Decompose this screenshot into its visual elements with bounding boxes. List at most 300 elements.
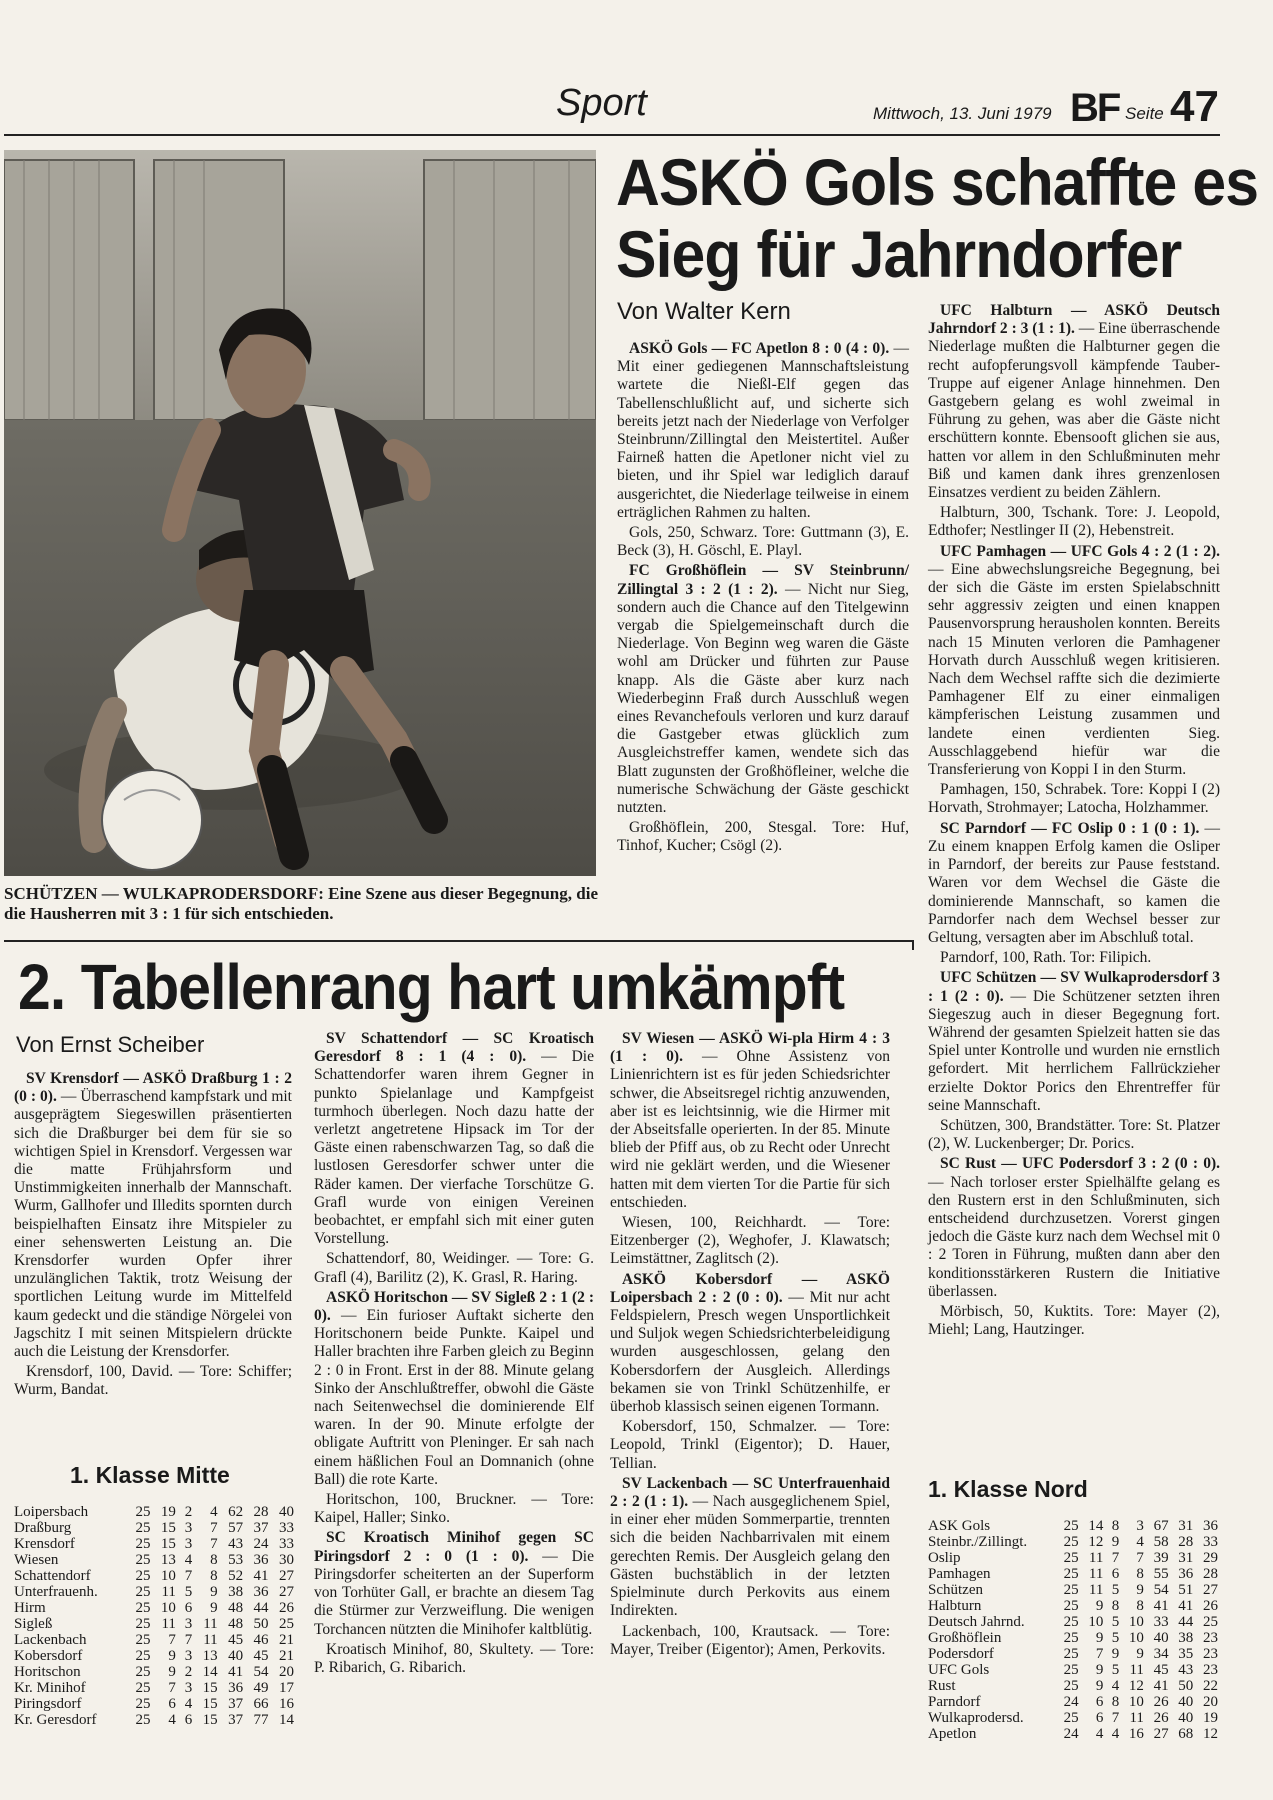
- table-row: [14, 1616, 294, 1632]
- stat-value: 57: [228, 1520, 244, 1536]
- stat-value: 11: [1129, 1662, 1144, 1678]
- team-name: Kobersdorf: [14, 1648, 83, 1664]
- stat-value: 9: [1095, 1678, 1104, 1694]
- table-row: [928, 1614, 1218, 1630]
- table-nord-title: 1. Klasse Nord: [928, 1476, 1088, 1502]
- paragraph-text: — Zu einem knappen Erfolg kamen die Osliper in Parndorf, der bereits zur Pause feststand. Waren vor dem Wechsel die Gäste die dominierende Mannschaft, so kamen die Parndorfer nach dem Wechsel besser zur Geltung, versagten aber im Abschluß total.: [928, 819, 1220, 946]
- stat-value: 33: [1203, 1534, 1218, 1550]
- stat-value: 53: [228, 1552, 244, 1568]
- stat-value: 15: [202, 1712, 218, 1728]
- stat-value: 25: [135, 1680, 151, 1696]
- stat-value: 36: [1203, 1518, 1218, 1534]
- paragraph-text: Wiesen, 100, Reichhardt. — Tore: Eitzenberger (2), Weghofer, J. Klawatsch; Leimstättner, Zaglitsch (2).: [610, 1214, 890, 1268]
- table-mitte-title: 1. Klasse Mitte: [70, 1462, 230, 1488]
- stat-value: 33: [279, 1520, 294, 1536]
- match-result-lead: UFC Pamhagen — UFC Gols 4 : 2 (1 : 2).: [940, 542, 1220, 560]
- article-paragraph: [314, 1250, 594, 1286]
- stat-value: 40: [1153, 1630, 1169, 1646]
- story2-column-3: [610, 1030, 890, 1661]
- stat-value: 51: [1178, 1582, 1194, 1598]
- stat-value: 12: [1203, 1726, 1218, 1742]
- match-result-lead: SV Lackenbach — SC Unterfrauenhaid 2 : 2 (1 : 1).: [610, 1474, 890, 1511]
- article-paragraph: [314, 1030, 594, 1248]
- stat-value: 5: [1111, 1662, 1120, 1678]
- stat-value: 27: [1203, 1582, 1218, 1598]
- stat-value: 9: [1095, 1598, 1104, 1614]
- table-row: [14, 1568, 294, 1584]
- article-paragraph: [928, 1117, 1220, 1153]
- story2-headline: 2. Tabellenrang hart umkämpft: [18, 951, 845, 1023]
- standings-table-mitte: [14, 1504, 294, 1728]
- stat-value: 26: [1203, 1598, 1218, 1614]
- article-paragraph: [928, 504, 1220, 540]
- stat-value: 58: [1153, 1534, 1169, 1550]
- stat-value: 33: [1153, 1614, 1169, 1630]
- stat-value: 9: [1095, 1630, 1104, 1646]
- article-paragraph: [314, 1289, 594, 1489]
- table-row: [14, 1648, 294, 1664]
- stat-value: 36: [1178, 1566, 1194, 1582]
- paragraph-text: — Mit einer gediegenen Mannschaftsleistung wartete die Nießl-Elf gegen das Tabellenschlußlicht auf, und sicherte sich bereits jetzt nach der Niederlage von Verfolger Steinbrunn/Zillingtal den Meistertitel. Außer Fairneß hatten die Apetloner nicht viel zu bieten, und ihr Spiel war lediglich darauf ausgerichtet, die Niederlage teilweise in einem erträglichen Rahmen zu halten.: [617, 340, 909, 521]
- stat-value: 11: [203, 1632, 218, 1648]
- stat-value: 4: [210, 1504, 218, 1520]
- stat-value: 9: [210, 1600, 218, 1616]
- stat-value: 48: [228, 1616, 244, 1632]
- article-paragraph: [314, 1529, 594, 1638]
- newspaper-logo: BF: [1070, 86, 1120, 130]
- stat-value: 25: [1063, 1630, 1079, 1646]
- stat-value: 44: [253, 1600, 269, 1616]
- stat-value: 25: [135, 1536, 151, 1552]
- team-name: Pamhagen: [928, 1566, 991, 1582]
- stat-value: 9: [168, 1664, 176, 1680]
- stat-value: 33: [279, 1536, 294, 1552]
- match-result-lead: SC Rust — UFC Podersdorf 3 : 2 (0 : 0).: [940, 1155, 1220, 1173]
- stat-value: 25: [1063, 1646, 1079, 1662]
- stat-value: 11: [1088, 1582, 1104, 1598]
- team-name: Piringsdorf: [14, 1696, 82, 1712]
- stat-value: 21: [279, 1648, 294, 1664]
- paragraph-text: — Die Piringsdorfer scheiterten an der Superform von Torhüter Gall, er brachte an diesem Tag die Stürmer zur Verzweiflung. Die wenigen Torchancen nützten die Minihofer kaltblütig.: [314, 1547, 594, 1638]
- table-row: [928, 1582, 1218, 1598]
- story1-byline: Von Walter Kern: [617, 298, 791, 325]
- stat-value: 6: [1095, 1710, 1104, 1726]
- match-result-lead: FC Großhöflein — SV Steinbrunn/ Zillingtal 3 : 2 (1 : 2).: [617, 562, 909, 598]
- stat-value: 4: [168, 1712, 176, 1728]
- article-paragraph: [610, 1623, 890, 1659]
- stat-value: 25: [1063, 1582, 1079, 1598]
- stat-value: 9: [1111, 1646, 1120, 1662]
- stat-value: 19: [1203, 1710, 1218, 1726]
- story1-headline-line2: Sieg für Jahrndorfer: [616, 217, 1182, 291]
- stat-value: 36: [228, 1680, 244, 1696]
- stat-value: 28: [253, 1504, 269, 1520]
- stat-value: 37: [253, 1520, 269, 1536]
- stat-value: 22: [1203, 1678, 1218, 1694]
- paragraph-text: — Nicht nur Sieg, sondern auch die Chance auf den Titelgewinn vergab die Spielgemeinschaft durch die Niederlage. Von Beginn weg waren die Gäste wohl am Drücker und führten zur Pause knapp. Als die Gäste aber kurz nach Wiederbeginn Fraß durch Ausschluß wegen eines Revanchefouls verloren und kurz darauf die Gastgeber etwas glücklich zum Ausgleichstreffer kamen, wendete sich das Blatt zugunsten der Großhöfleiner, welche die numerische Schwächung der Gäste geschickt nutzten.: [617, 580, 909, 817]
- paragraph-text: Krensdorf, 100, David. — Tore: Schiffer; Wurm, Bandat.: [14, 1363, 292, 1399]
- stat-value: 11: [161, 1616, 176, 1632]
- stat-value: 26: [1153, 1710, 1169, 1726]
- paragraph-text: Schattendorf, 80, Weidinger. — Tore: G. Grafl (4), Barilitz (2), K. Grasl, R. Haring.: [314, 1250, 594, 1286]
- stat-value: 3: [184, 1648, 193, 1664]
- stat-value: 26: [279, 1600, 294, 1616]
- table-row: [928, 1678, 1218, 1694]
- stat-value: 2: [184, 1664, 193, 1680]
- team-name: Schützen: [928, 1582, 983, 1598]
- stat-value: 7: [168, 1680, 176, 1696]
- stat-value: 55: [1153, 1566, 1169, 1582]
- stat-value: 25: [135, 1664, 151, 1680]
- page-number: 47: [1170, 82, 1219, 131]
- article-paragraph: [14, 1070, 292, 1361]
- stat-value: 20: [1203, 1694, 1218, 1710]
- stat-value: 8: [1111, 1518, 1120, 1534]
- team-name: Kr. Minihof: [14, 1680, 86, 1696]
- paragraph-text: Kobersdorf, 150, Schmalzer. — Tore: Leopold, Trinkl (Eigentor); D. Hauer, Tellian.: [610, 1418, 890, 1472]
- paragraph-text: — Ein furioser Auftakt sicherte den Horitschonern beide Punkte. Kaipel und Haller brachten ihre Farben gleich zu Beginn 2 : 0 in Front. Erst in der 88. Minute gelang Sinko der Anschlußtreffer, obwohl die Gäste nach Seitenwechsel die dominierende Elf waren. In der 90. Minute erfolgte der obligate Auftritt von Pleninger. Er sah nach einem häßlichen Foul an Domnanich (ohne Ball) die rote Karte.: [314, 1307, 595, 1488]
- stat-value: 50: [253, 1616, 269, 1632]
- paragraph-text: Lackenbach, 100, Krautsack. — Tore: Mayer, Treiber (Eigentor); Amen, Perkovits.: [610, 1622, 890, 1658]
- stat-value: 16: [1128, 1726, 1144, 1742]
- stat-value: 41: [1178, 1598, 1194, 1614]
- team-name: Wulkaprodersd.: [928, 1710, 1024, 1726]
- stat-value: 8: [1111, 1694, 1120, 1710]
- stat-value: 25: [279, 1616, 294, 1632]
- stat-value: 7: [168, 1632, 176, 1648]
- team-name: Steinbr./Zillingt.: [928, 1534, 1028, 1550]
- stat-value: 15: [160, 1520, 176, 1536]
- stat-value: 8: [1136, 1598, 1144, 1614]
- stat-value: 23: [1203, 1646, 1218, 1662]
- stat-value: 36: [253, 1552, 269, 1568]
- stat-value: 43: [1178, 1662, 1194, 1678]
- article-paragraph: [14, 1363, 292, 1399]
- football-scene-image: [4, 150, 596, 876]
- stat-value: 20: [279, 1664, 294, 1680]
- stat-value: 3: [184, 1680, 193, 1696]
- stat-value: 34: [1153, 1646, 1169, 1662]
- stat-value: 37: [228, 1696, 244, 1712]
- stat-value: 5: [1111, 1582, 1120, 1598]
- stat-value: 4: [184, 1552, 193, 1568]
- stat-value: 54: [1153, 1582, 1169, 1598]
- table-row: [14, 1536, 294, 1552]
- stat-value: 25: [135, 1616, 151, 1632]
- stat-value: 11: [1088, 1566, 1104, 1582]
- story1-headline-line1: ASKÖ Gols schaffte es: [616, 145, 1259, 219]
- stat-value: 15: [202, 1696, 218, 1712]
- stat-value: 54: [253, 1664, 269, 1680]
- stat-value: 7: [210, 1520, 218, 1536]
- paragraph-text: Gols, 250, Schwarz. Tore: Guttmann (3), E. Beck (3), H. Göschl, E. Playl.: [617, 524, 909, 560]
- paragraph-text: — Eine überraschende Niederlage mußten die Halbturner gegen die recht aufopferungsvoll kämpfende Tauber-Truppe auf eigener Anlage hinnehmen. Den Gastgebern gelang es wohl zweimal in Führung zu gehen, was aber die Gäste nicht erschüttern konnte. Ebensooft glichen sie aus, hatten vor allem in den Schlußminuten mehr Biß und kamen dank ihres grenzenlosen Einsatzes verdient zu beiden Zählern.: [928, 320, 1220, 502]
- paragraph-text: — Die Schützener setzten ihren Siegeszug auch in dieser Begegnung fort. Während der gesamten Spielzeit hatten sie das Spiel unter Kontrolle und wurden nie ernstlich gefordert. Mit herrlichem Fallrückzieher erzielte Doktor Porics den Ehrentreffer für seine Mannschaft.: [928, 987, 1220, 1114]
- stat-value: 4: [1111, 1678, 1120, 1694]
- paragraph-text: — Nach ausgeglichenem Spiel, in einer eher müden Sommerpartie, trennten sich die beiden Nachbarrivalen mit einem gerechten Remis. Der Ausgleich gelang den Gästen buchstäblich in der letzten Spielminute durch Perkovits aus einem Indirekten.: [610, 1493, 890, 1620]
- article-paragraph: [928, 969, 1220, 1115]
- paragraph-text: — Die Schattendorfer waren ihrem Gegner in punkto Spielanlage und Kampfgeist turmhoch überlegen. Noch dazu hatte der verletzt angetretene Hipsack im Tor der Gäste einen rabenschwarzen Tag, so daß die lustlosen Geresdorfer schwer unter die Räder kamen. Der vierfache Torschütze G. Grafl wurde von einigen Vereinen beobachtet, er empfahl sich mit einer guten Vorstellung.: [314, 1048, 594, 1248]
- stat-value: 5: [184, 1584, 193, 1600]
- stat-value: 2: [184, 1504, 193, 1520]
- team-name: Hirm: [14, 1600, 46, 1616]
- stat-value: 39: [1153, 1550, 1169, 1566]
- stat-value: 25: [135, 1632, 151, 1648]
- stat-value: 3: [184, 1536, 193, 1552]
- stat-value: 41: [1153, 1598, 1169, 1614]
- table-row: [14, 1696, 294, 1712]
- paragraph-text: Schützen, 300, Brandstätter. Tore: St. Platzer (2), W. Luckenberger; Dr. Porics.: [928, 1116, 1220, 1153]
- stat-value: 6: [168, 1696, 176, 1712]
- paragraph-text: Horitschon, 100, Bruckner. — Tore: Kaipel, Haller; Sinko.: [314, 1491, 594, 1527]
- team-name: ASK Gols: [928, 1518, 991, 1534]
- article-paragraph: [610, 1214, 890, 1269]
- stat-value: 6: [1095, 1694, 1104, 1710]
- stat-value: 3: [1136, 1518, 1144, 1534]
- article-paragraph: [928, 302, 1220, 502]
- stat-value: 23: [1203, 1662, 1218, 1678]
- table-row: [928, 1646, 1218, 1662]
- stat-value: 48: [228, 1600, 244, 1616]
- match-result-lead: ASKÖ Horitschon — SV Sigleß 2 : 1 (2 : 0).: [314, 1288, 594, 1325]
- story1-headline: [616, 145, 1259, 291]
- team-name: Großhöflein: [928, 1630, 1002, 1646]
- table-row: [928, 1518, 1218, 1534]
- article-paragraph: [314, 1491, 594, 1527]
- stat-value: 10: [1128, 1630, 1144, 1646]
- stat-value: 4: [1095, 1726, 1104, 1742]
- stat-value: 25: [1063, 1534, 1079, 1550]
- story2-rule-right: [912, 940, 914, 950]
- stat-value: 3: [184, 1616, 193, 1632]
- table-row: [928, 1694, 1218, 1710]
- stat-value: 25: [135, 1696, 151, 1712]
- stat-value: 35: [1178, 1646, 1194, 1662]
- stat-value: 45: [1153, 1662, 1169, 1678]
- stat-value: 17: [279, 1680, 294, 1696]
- team-name: Wiesen: [14, 1552, 59, 1568]
- stat-value: 30: [279, 1552, 294, 1568]
- team-name: Sigleß: [14, 1616, 53, 1632]
- table-row: [928, 1598, 1218, 1614]
- team-name: Kr. Geresdorf: [14, 1712, 97, 1728]
- stat-value: 24: [1063, 1694, 1079, 1710]
- table-row: [14, 1712, 294, 1728]
- stat-value: 50: [1178, 1678, 1194, 1694]
- stat-value: 25: [135, 1648, 151, 1664]
- table-row: [928, 1662, 1218, 1678]
- stat-value: 27: [279, 1584, 294, 1600]
- stat-value: 26: [1153, 1694, 1169, 1710]
- stat-value: 21: [279, 1632, 294, 1648]
- article-paragraph: [928, 781, 1220, 817]
- stat-value: 5: [1111, 1614, 1120, 1630]
- stat-value: 9: [1111, 1534, 1120, 1550]
- story2-byline: Von Ernst Scheiber: [16, 1032, 205, 1057]
- stat-value: 14: [202, 1664, 218, 1680]
- standings-table-nord: [928, 1518, 1218, 1742]
- stat-value: 45: [228, 1632, 244, 1648]
- article-paragraph: [928, 820, 1220, 947]
- stat-value: 16: [279, 1696, 294, 1712]
- stat-value: 25: [1063, 1550, 1079, 1566]
- paragraph-text: — Eine abwechslungsreiche Begegnung, bei der sich die Gäste im ersten Spielabschnitt sehr aggressiv zeigten und einen knappen Pausenvorsprung herausholen konnten. Bereits nach 15 Minuten verloren die Pamhagener Horvath durch Ausschluß wegen kritisieren. Nach dem Wechsel raffte sich die dezimierte Pamhagener Elf zu einer einmaligen kämpferischen Leistung zusammen und landete einen verdienten Sieg. Ausschlaggebend hiefür war die Transferierung von Koppi I in den Sturm.: [928, 560, 1220, 779]
- table-row: [14, 1520, 294, 1536]
- table-row: [928, 1550, 1218, 1566]
- team-name: Podersdorf: [928, 1646, 994, 1662]
- stat-value: 9: [1136, 1582, 1144, 1598]
- stat-value: 7: [1111, 1550, 1120, 1566]
- stat-value: 7: [210, 1536, 218, 1552]
- article-paragraph: [617, 562, 909, 817]
- stat-value: 15: [202, 1680, 218, 1696]
- stat-value: 12: [1088, 1534, 1104, 1550]
- stat-value: 38: [1178, 1630, 1194, 1646]
- stat-value: 8: [1136, 1566, 1144, 1582]
- stat-value: 9: [1095, 1662, 1104, 1678]
- stat-value: 25: [1203, 1614, 1218, 1630]
- article-paragraph: [617, 524, 909, 560]
- stat-value: 25: [1063, 1662, 1079, 1678]
- stat-value: 11: [161, 1584, 176, 1600]
- paragraph-text: — Ohne Assistenz von Linienrichtern ist es für jeden Schiedsrichter schwer, die Abseitsregel richtig anzuwenden, aber ist es leichtsinnig, wie die Hirmer mit der Abseitsfalle operierten. In der 85. Minute blieb der Pfiff aus, ob zu Recht oder Unrecht wird nie geklärt werden, und die Wiesener hatten mit dem vierten Tor die Partie für sich entschieden.: [610, 1048, 891, 1211]
- article-paragraph: [617, 819, 909, 855]
- paragraph-text: — Überraschend kampfstark und mit ausgeprägtem Siegeswillen präsentierten sich die Draßburger bei dem für sie so wichtigen Spiel in Krensdorf. Vergessen war die matte Frühjahrsform und Unstimmigkeiten innerhalb der Mannschaft. Wurm, Gallhofer und Illedits spornten durch beispielhaften Einsatz ihre Mitspieler zu einer sehenswerten Leistung an. Die Krensdorfer wurden Opfer ihrer unzulänglichen Taktik, trotz Weisung der sportlichen Leitung wurde im Mittelfeld kaum gedeckt und die ständige Nörgelei von Jagschitz I mit seinen Mitspielern drückte auch die Leistung der Krensdorfer.: [14, 1088, 292, 1361]
- stat-value: 10: [160, 1568, 176, 1584]
- stat-value: 25: [1063, 1598, 1079, 1614]
- stat-value: 41: [253, 1568, 269, 1584]
- paragraph-text: Kroatisch Minihof, 80, Skultety. — Tore: P. Ribarich, G. Ribarich.: [314, 1640, 594, 1676]
- stat-value: 24: [253, 1536, 269, 1552]
- stat-value: 7: [184, 1568, 193, 1584]
- stat-value: 44: [1178, 1614, 1194, 1630]
- stat-value: 10: [1088, 1614, 1104, 1630]
- match-result-lead: SC Parndorf — FC Oslip 0 : 1 (0 : 1).: [940, 819, 1205, 837]
- stat-value: 8: [210, 1568, 218, 1584]
- stat-value: 4: [184, 1696, 193, 1712]
- article-paragraph: [928, 1303, 1220, 1339]
- stat-value: 25: [135, 1600, 151, 1616]
- table-row: [14, 1664, 294, 1680]
- stat-value: 38: [228, 1584, 244, 1600]
- stat-value: 25: [1063, 1518, 1079, 1534]
- team-name: Draßburg: [14, 1520, 72, 1536]
- stat-value: 15: [160, 1536, 176, 1552]
- match-result-lead: SC Kroatisch Minihof gegen SC Piringsdorf 2 : 0 (1 : 0).: [314, 1529, 594, 1565]
- stat-value: 49: [253, 1680, 269, 1696]
- stat-value: 25: [135, 1552, 151, 1568]
- stat-value: 14: [279, 1712, 294, 1728]
- stat-value: 7: [1095, 1646, 1104, 1662]
- stat-value: 4: [1111, 1726, 1120, 1742]
- stat-value: 40: [279, 1504, 294, 1520]
- stat-value: 40: [1178, 1694, 1194, 1710]
- stat-value: 23: [1203, 1630, 1218, 1646]
- story2-column-1: [14, 1070, 292, 1402]
- header-rule: [4, 134, 1220, 136]
- stat-value: 10: [1128, 1614, 1144, 1630]
- stat-value: 9: [168, 1648, 176, 1664]
- stat-value: 11: [203, 1616, 218, 1632]
- stat-value: 66: [253, 1696, 269, 1712]
- team-name: Oslip: [928, 1550, 961, 1566]
- stat-value: 11: [1129, 1710, 1144, 1726]
- article-paragraph: [610, 1475, 890, 1621]
- paragraph-text: Parndorf, 100, Rath. Tor: Filipich.: [940, 949, 1152, 967]
- stat-value: 46: [253, 1632, 269, 1648]
- match-result-lead: UFC Halbturn — ASKÖ Deutsch Jahrndorf 2 : 3 (1 : 1).: [928, 302, 1220, 338]
- stat-value: 25: [1063, 1614, 1079, 1630]
- article-paragraph: [610, 1418, 890, 1473]
- team-name: Schattendorf: [14, 1568, 91, 1584]
- paragraph-text: Mörbisch, 50, Kuktits. Tore: Mayer (2), Miehl; Lang, Hautzinger.: [928, 1302, 1220, 1339]
- match-result-lead: ASKÖ Gols — FC Apetlon 8 : 0 (4 : 0).: [629, 340, 894, 357]
- stat-value: 19: [160, 1504, 176, 1520]
- stat-value: 10: [160, 1600, 176, 1616]
- story1-column-2: [928, 302, 1220, 1341]
- paragraph-text: Pamhagen, 150, Schrabek. Tore: Koppi I (2) Horvath, Strohmayer; Latocha, Holzhammer.: [928, 781, 1220, 817]
- photo-caption: SCHÜTZEN — WULKAPRODERSDORF: Eine Szene aus dieser Begegnung, die die Hausherren mit 3 : 1 für sich entschieden.: [4, 884, 598, 923]
- stat-value: 31: [1178, 1518, 1194, 1534]
- story2-rule: [4, 940, 914, 942]
- stat-value: 45: [253, 1648, 269, 1664]
- stat-value: 77: [253, 1712, 269, 1728]
- team-name: Horitschon: [14, 1664, 81, 1680]
- team-name: Loipersbach: [14, 1504, 89, 1520]
- table-row: [928, 1726, 1218, 1742]
- team-name: Krensdorf: [14, 1536, 75, 1552]
- stat-value: 68: [1178, 1726, 1194, 1742]
- stat-value: 10: [1128, 1694, 1144, 1710]
- stat-value: 13: [160, 1552, 176, 1568]
- stat-value: 25: [135, 1568, 151, 1584]
- table-row: [14, 1680, 294, 1696]
- stat-value: 28: [1178, 1534, 1194, 1550]
- stat-value: 7: [1111, 1710, 1120, 1726]
- stat-value: 41: [1153, 1678, 1169, 1694]
- stat-value: 43: [228, 1536, 244, 1552]
- stat-value: 7: [184, 1632, 193, 1648]
- table-row: [928, 1630, 1218, 1646]
- stat-value: 4: [1136, 1534, 1144, 1550]
- section-title: Sport: [556, 82, 647, 124]
- article-paragraph: [928, 543, 1220, 780]
- stat-value: 8: [1111, 1598, 1120, 1614]
- story2-column-2: [314, 1030, 594, 1679]
- table-row: [14, 1504, 294, 1520]
- article-paragraph: [314, 1641, 594, 1677]
- team-name: Unterfrauenh.: [14, 1584, 98, 1600]
- stat-value: 5: [1111, 1630, 1120, 1646]
- stat-value: 40: [228, 1648, 244, 1664]
- match-result-lead: SV Krensdorf — ASKÖ Draßburg 1 : 2 (0 : 0).: [14, 1070, 292, 1106]
- stat-value: 3: [184, 1520, 193, 1536]
- stat-value: 11: [1088, 1550, 1104, 1566]
- stat-value: 28: [1203, 1566, 1218, 1582]
- stat-value: 25: [1063, 1710, 1079, 1726]
- paragraph-text: — Nach torloser erster Spielhälfte gelang es den Rustern erst in den Schlußminuten, sich entscheidend durchzusetzen. Vorerst gingen jedoch die Gäste kurz nach dem Wechsel mit 0 : 2 Toren in Führung, mußten dann aber den konditionsstärkeren Rustern die Initiative überlassen.: [928, 1173, 1220, 1300]
- match-result-lead: UFC Schützen — SV Wulkaprodersdorf 3 : 1 (2 : 0).: [928, 969, 1220, 1005]
- match-photo: [4, 150, 596, 876]
- table-row: [14, 1584, 294, 1600]
- stat-value: 9: [1136, 1646, 1144, 1662]
- team-name: Apetlon: [928, 1726, 977, 1742]
- stat-value: 25: [1063, 1566, 1079, 1582]
- team-name: Halbturn: [928, 1598, 982, 1614]
- table-row: [928, 1710, 1218, 1726]
- stat-value: 25: [135, 1504, 151, 1520]
- stat-value: 25: [1063, 1678, 1079, 1694]
